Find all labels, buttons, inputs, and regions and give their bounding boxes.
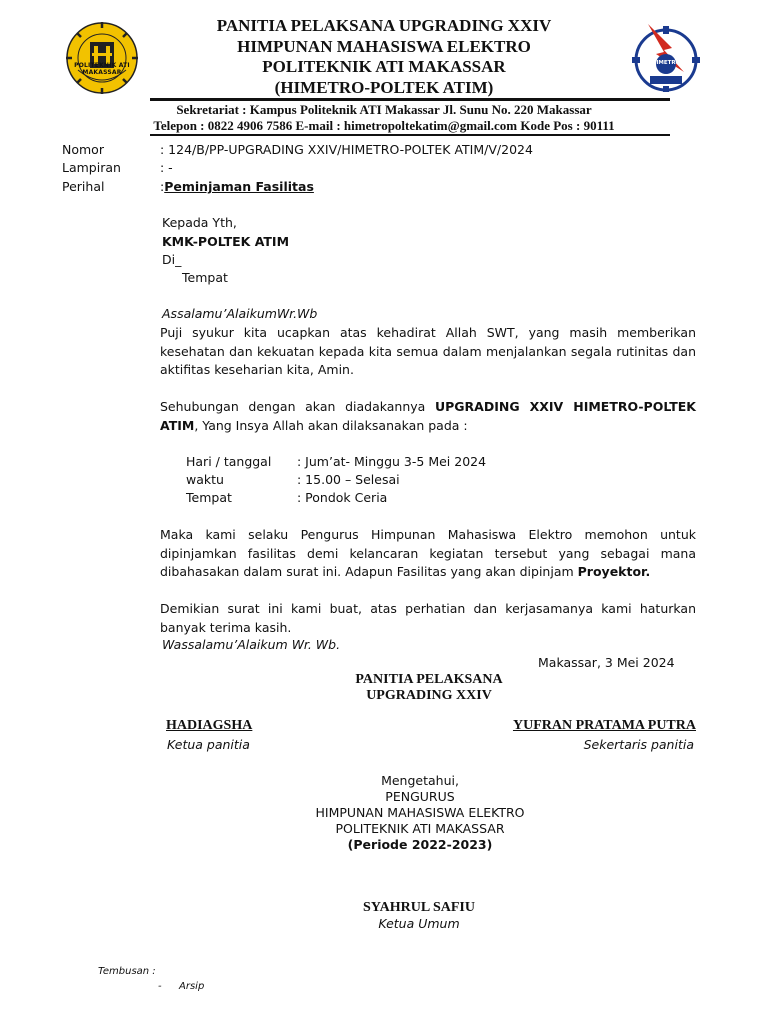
- committee-line-2: UPGRADING XXIV: [366, 688, 492, 703]
- perihal-label: Perihal: [62, 179, 105, 194]
- paragraph-3: [160, 526, 696, 582]
- nomor-label: Nomor: [62, 142, 104, 157]
- letterhead-title-1: PANITIA PELAKSANA UPGRADING XXIV: [216, 16, 552, 35]
- letterhead-title-4: (HIMETRO-POLTEK ATIM): [274, 78, 494, 97]
- pengurus-line-2: HIMPUNAN MAHASISWA ELEKTRO: [315, 805, 525, 820]
- letterhead-title-3: POLITEKNIK ATI MAKASSAR: [262, 57, 506, 76]
- tembusan-dash: -: [158, 981, 162, 992]
- signer-left-role: Ketua panitia: [167, 737, 250, 752]
- detail-label-3: Tempat: [186, 490, 232, 505]
- lampiran-label: Lampiran: [62, 160, 121, 175]
- perihal-value: Peminjaman Fasilitas: [164, 179, 314, 194]
- paragraph-2-prefix: Sehubungan dengan akan diadakannya: [160, 399, 435, 414]
- paragraph-2-suffix: , Yang Insya Allah akan dilaksanakan pada :: [194, 417, 468, 433]
- chair-role: Ketua Umum: [378, 916, 460, 931]
- letterhead-rule-bottom: [150, 134, 670, 136]
- detail-value-1: : Jum’at- Minggu 3-5 Mei 2024: [297, 454, 487, 469]
- recipient-kepada: Kepada Yth,: [162, 215, 237, 230]
- mengetahui: Mengetahui,: [381, 773, 459, 788]
- detail-label-2: waktu: [186, 472, 224, 487]
- recipient-name: KMK-POLTEK ATIM: [162, 234, 290, 249]
- signer-right-role: Sekertaris panitia: [583, 737, 694, 752]
- tembusan-label: Tembusan :: [98, 966, 156, 977]
- committee-line-1: PANITIA PELAKSANA: [355, 672, 503, 687]
- signer-left-name: HADIAGSHA: [166, 718, 253, 733]
- letterhead-contact: Telepon : 0822 4906 7586 E-mail : himetropoltekatim@gmail.com Kode Pos : 90111: [153, 118, 615, 133]
- nomor-value: : 124/B/PP-UPGRADING XXIV/HIMETRO-POLTEK ATIM/V/2024: [160, 142, 533, 157]
- pengurus-line-3: POLITEKNIK ATI MAKASSAR: [335, 821, 505, 836]
- place-date: Makassar, 3 Mei 2024: [538, 655, 675, 670]
- paragraph-3-text: Maka kami selaku Pengurus Himpunan Mahasiswa Elektro memohon untuk dipinjamkan fasilitas demi kelancaran kegiatan tersebut yang sebagai mana dibahasakan dalam surat ini. Adapun Fasilitas yang akan dipinjam: [160, 527, 696, 579]
- perihal-value-line: [160, 179, 314, 195]
- chair-name: SYAHRUL SAFIU: [363, 900, 475, 915]
- detail-value-3: : Pondok Ceria: [297, 490, 388, 505]
- perihal-colon: :: [160, 179, 165, 194]
- left-logo-ring-text: POLITEKNIK ATI MAKASSAR: [74, 62, 130, 76]
- closing-greeting: Wassalamu’Alaikum Wr. Wb.: [162, 637, 341, 652]
- letterhead-address: Sekretariat : Kampus Politeknik ATI Makassar Jl. Sunu No. 220 Makassar: [176, 102, 592, 117]
- lampiran-value: : -: [160, 160, 173, 175]
- greeting: Assalamu’AlaikumWr.Wb: [162, 306, 318, 321]
- pengurus-line-1: PENGURUS: [385, 789, 455, 804]
- tembusan-arsip: Arsip: [179, 981, 205, 992]
- detail-value-2: : 15.00 – Selesai: [297, 472, 400, 487]
- detail-label-1: Hari / tanggal: [186, 454, 272, 469]
- letterhead-rule-top: [150, 98, 670, 101]
- paragraph-2: [160, 398, 696, 435]
- signer-right-name: YUFRAN PRATAMA PUTRA: [512, 718, 696, 733]
- facility-name: Proyektor.: [577, 564, 651, 579]
- right-logo-ring-text: HIMETRO: [651, 60, 681, 66]
- paragraph-1: Puji syukur kita ucapkan atas kehadirat Allah SWT, yang masih memberikan kesehatan dan kekuatan kepada kita semua dalam menjalankan segala rutinitas dan aktifitas keseharian kita, Amin.: [160, 325, 696, 377]
- pengurus-line-4: (Periode 2022-2023): [347, 837, 493, 852]
- event-name: UPGRADING XXIV HIMETRO-POLTEK ATIM: [160, 399, 696, 433]
- paragraph-4: Demikian surat ini kami buat, atas perhatian dan kerjasamanya kami haturkan banyak terima kasih.: [160, 601, 696, 635]
- recipient-di: Di_: [162, 252, 182, 267]
- recipient-tempat: Tempat: [182, 270, 228, 285]
- letterhead-title-2: HIMPUNAN MAHASISWA ELEKTRO: [237, 37, 531, 56]
